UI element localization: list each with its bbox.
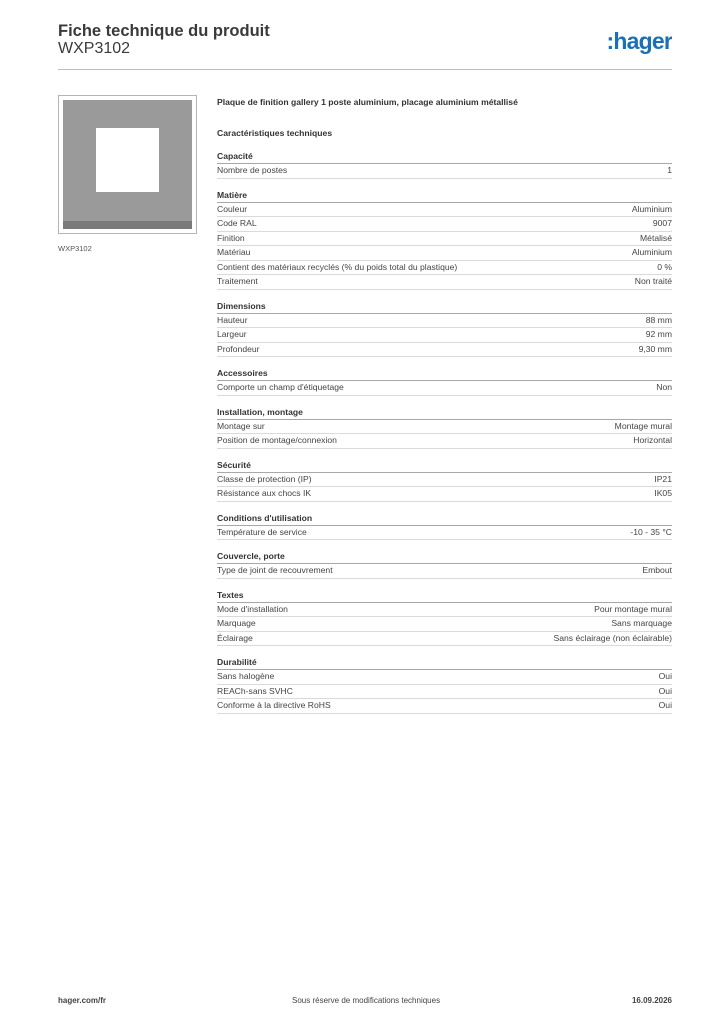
spec-group-title: Matière <box>217 189 672 203</box>
hager-logo-text: :hager <box>606 28 672 54</box>
footer-disclaimer: Sous réserve de modifications techniques <box>292 996 441 1005</box>
page-title: Fiche technique du produit <box>58 22 270 40</box>
spec-row <box>217 217 672 232</box>
spec-group-title: Sécurité <box>217 459 672 473</box>
spec-label: Mode d'installation <box>217 603 288 614</box>
spec-label: Montage sur <box>217 420 265 431</box>
spec-value: 0 % <box>657 261 672 272</box>
spec-group <box>217 406 672 449</box>
spec-label: Résistance aux chocs IK <box>217 488 312 498</box>
spec-value: Pour montage mural <box>594 603 672 614</box>
spec-value: Sans éclairage (non éclairable) <box>553 632 672 643</box>
spec-label: Traitement <box>217 276 258 286</box>
spec-label: Marquage <box>217 618 256 628</box>
spec-value: Aluminium <box>631 247 672 257</box>
spec-value: Oui <box>658 700 672 710</box>
spec-group-title: Durabilité <box>217 656 672 670</box>
spec-label: Comporte un champ d'étiquetage <box>217 382 344 392</box>
product-image <box>58 95 197 234</box>
spec-group-title: Textes <box>217 589 672 603</box>
spec-row <box>217 261 672 276</box>
spec-label: Position de montage/connexion <box>217 435 337 445</box>
spec-row <box>217 314 672 329</box>
spec-label: Hauteur <box>217 314 248 325</box>
spec-row <box>217 526 672 541</box>
spec-row <box>217 328 672 343</box>
spec-value: Aluminium <box>631 203 672 214</box>
spec-label: Température de service <box>217 526 307 537</box>
spec-value: -10 - 35 °C <box>630 526 672 537</box>
spec-row <box>217 670 672 685</box>
product-image-column <box>58 95 197 253</box>
spec-value: 92 mm <box>645 329 672 339</box>
spec-row <box>217 164 672 179</box>
spec-value: 9007 <box>652 218 672 228</box>
spec-label: Profondeur <box>217 343 260 354</box>
finishing-plate-opening <box>96 128 159 192</box>
spec-row <box>217 343 672 358</box>
product-reference: WXP3102 <box>58 40 131 57</box>
spec-label: Matériau <box>217 247 251 257</box>
spec-group <box>217 459 672 502</box>
product-description: Plaque de finition gallery 1 poste aluminium, placage aluminium métallisé <box>217 97 518 107</box>
spec-label: Conforme à la directive RoHS <box>217 700 331 710</box>
spec-label: Éclairage <box>217 632 253 643</box>
spec-group <box>217 189 672 290</box>
spec-group-title: Couvercle, porte <box>217 550 672 564</box>
spec-content <box>217 95 672 714</box>
spec-group-title: Dimensions <box>217 300 672 314</box>
spec-row <box>217 487 672 502</box>
spec-value: Montage mural <box>614 420 672 431</box>
spec-group-title: Accessoires <box>217 367 672 381</box>
product-image-caption: WXP3102 <box>58 244 92 253</box>
spec-value: 9,30 mm <box>638 343 672 354</box>
spec-value: Oui <box>658 685 672 696</box>
footer-date: 16.09.2026 <box>631 996 672 1005</box>
spec-label: Contient des matériaux recyclés (% du poids total du plastique) <box>217 261 458 272</box>
spec-group <box>217 300 672 358</box>
spec-row <box>217 420 672 435</box>
spec-row <box>217 381 672 396</box>
spec-label: Largeur <box>217 329 247 339</box>
spec-label: Nombre de postes <box>217 165 288 175</box>
spec-row <box>217 434 672 449</box>
spec-group-title: Installation, montage <box>217 406 672 420</box>
spec-label: REACh-sans SVHC <box>217 685 293 696</box>
spec-value: Non <box>656 382 672 392</box>
spec-value: Embout <box>642 565 672 575</box>
spec-row <box>217 617 672 632</box>
spec-group-title: Conditions d'utilisation <box>217 512 672 526</box>
spec-group <box>217 550 672 579</box>
spec-row <box>217 473 672 488</box>
page-header <box>58 20 672 70</box>
finishing-plate-edge <box>63 221 192 229</box>
spec-row <box>217 685 672 700</box>
spec-value: Non traité <box>634 276 672 286</box>
spec-group <box>217 512 672 541</box>
spec-value: 88 mm <box>645 314 672 325</box>
spec-label: Finition <box>217 232 245 243</box>
spec-group <box>217 656 672 714</box>
hager-logo <box>592 28 672 56</box>
spec-value: Métalisé <box>640 232 672 243</box>
spec-row <box>217 246 672 261</box>
spec-label: Code RAL <box>217 218 257 228</box>
spec-row <box>217 564 672 579</box>
spec-row <box>217 603 672 618</box>
spec-groups <box>217 150 672 714</box>
spec-value: IK05 <box>654 488 672 498</box>
spec-value: 1 <box>667 165 672 175</box>
spec-row <box>217 632 672 647</box>
spec-value: Horizontal <box>633 435 672 445</box>
specs-heading: Caractéristiques techniques <box>217 128 333 138</box>
spec-row <box>217 275 672 290</box>
spec-row <box>217 699 672 714</box>
spec-value: Oui <box>658 671 672 681</box>
spec-value: IP21 <box>654 473 672 484</box>
spec-group-title: Capacité <box>217 150 672 164</box>
spec-label: Couleur <box>217 203 248 214</box>
spec-row <box>217 203 672 218</box>
spec-value: Sans marquage <box>611 618 672 628</box>
spec-label: Classe de protection (IP) <box>217 473 312 484</box>
spec-group <box>217 150 672 179</box>
spec-group <box>217 367 672 396</box>
spec-label: Sans halogène <box>217 671 275 681</box>
footer-website: hager.com/fr <box>58 996 107 1005</box>
spec-row <box>217 232 672 247</box>
spec-label: Type de joint de recouvrement <box>217 565 333 575</box>
spec-group <box>217 589 672 647</box>
